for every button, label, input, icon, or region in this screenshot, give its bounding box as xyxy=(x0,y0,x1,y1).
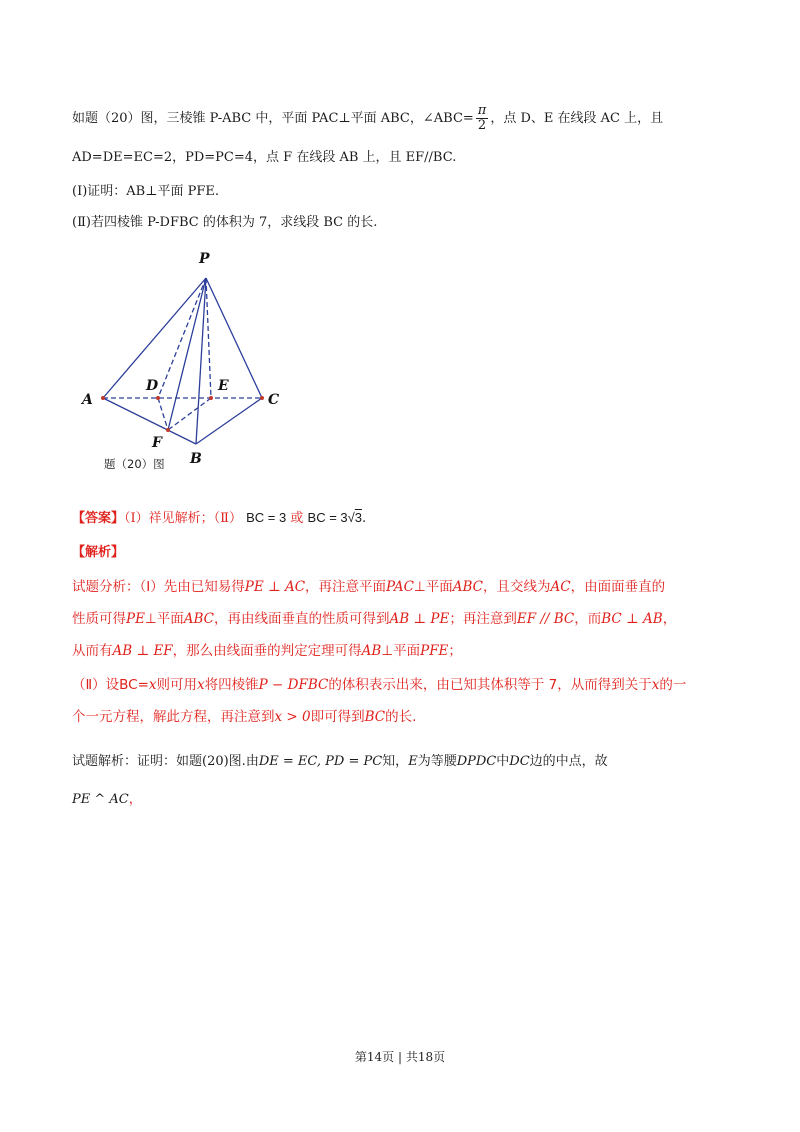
text: ， xyxy=(128,792,142,807)
question-line-2: AD=DE=EC=2，PD=PC=4，点 F 在线段 AB 上，且 EF//BC. xyxy=(72,150,457,165)
math: PE xyxy=(126,611,145,627)
point-F-dot xyxy=(166,428,170,432)
math: x > 0 xyxy=(274,709,311,725)
math: ABC xyxy=(183,611,214,627)
answer-or: 或 xyxy=(290,511,304,526)
label-E: E xyxy=(218,378,229,394)
math: PE ^ AC xyxy=(72,792,129,807)
edge-DF xyxy=(158,398,168,430)
text: ，且交线为 xyxy=(482,579,551,595)
answer-tag: 【答案】 xyxy=(72,511,125,526)
text: 的一 xyxy=(659,677,687,693)
text: ； xyxy=(448,643,462,659)
pyramid-figure xyxy=(72,240,302,472)
math: AB ⊥ EF xyxy=(112,643,173,659)
edge-PB xyxy=(196,278,206,444)
label-A: A xyxy=(82,392,93,408)
math: E xyxy=(408,754,418,769)
text: ⊥平面 xyxy=(144,611,184,627)
text: 的体积表示出来，由已知其体积等于 7，从而得到关于 xyxy=(328,677,652,693)
text: （Ⅱ）设BC= xyxy=(72,677,149,693)
text: ，而 xyxy=(574,611,602,627)
solution-line-1 xyxy=(72,750,608,769)
text: 性质可得 xyxy=(72,611,126,627)
math: P − DFBC xyxy=(258,677,329,693)
math: BC ⊥ AB xyxy=(601,611,663,627)
text: 即可得到 xyxy=(310,709,365,725)
answer-text: （Ⅰ）祥见解析；（Ⅱ） xyxy=(124,511,242,526)
angle-fraction xyxy=(476,104,489,133)
text: 知， xyxy=(382,754,409,769)
text: 将四棱锥 xyxy=(204,677,259,693)
text: 从而有 xyxy=(72,643,113,659)
edge-PD xyxy=(158,278,206,398)
analysis-line-4 xyxy=(72,673,686,693)
question-line-1 xyxy=(72,104,663,133)
point-D-dot xyxy=(156,396,160,400)
math: DE = EC, PD = PC xyxy=(258,754,383,769)
math: PE ⊥ AC xyxy=(244,579,306,595)
question-line-1-end: ，点 D、E 在线段 AC 上，且 xyxy=(490,111,664,126)
question-part-1: (Ⅰ)证明：AB⊥平面 PFE. xyxy=(72,184,219,199)
question-part-2: (Ⅱ)若四棱锥 P-DFBC 的体积为 7，求线段 BC 的长. xyxy=(72,215,378,230)
math: x xyxy=(197,677,205,693)
point-C-dot xyxy=(260,396,264,400)
fraction-numerator: π xyxy=(477,103,487,118)
analysis-line-5 xyxy=(72,705,416,725)
label-P: P xyxy=(199,251,210,267)
fraction-denominator: 2 xyxy=(477,118,487,133)
text: 试题解析：证明：如题(20)图.由 xyxy=(72,754,259,769)
text: ⊥平面 xyxy=(381,643,421,659)
page-footer: 第14页 | 共18页 xyxy=(354,1050,446,1064)
text: 个一元方程，解此方程，再注意到 xyxy=(72,709,275,725)
analysis-line-1 xyxy=(72,575,665,595)
edge-CB xyxy=(196,398,262,444)
text: 的长. xyxy=(385,709,417,725)
text: ，那么由线面垂的判定定理可得 xyxy=(172,643,362,659)
edge-AB xyxy=(103,398,196,444)
analysis-tag: 【解析】 xyxy=(72,545,125,560)
answer-value-2-coef: BC = 3 xyxy=(307,510,348,525)
math: BC xyxy=(364,709,386,725)
question-line-1-start: 如题（20）图，三棱锥 P-ABC 中，平面 PAC⊥平面 ABC，∠ABC= xyxy=(72,111,474,126)
math: x xyxy=(148,677,157,693)
text: 边的中点，故 xyxy=(529,754,608,769)
label-C: C xyxy=(268,392,280,408)
edge-PC xyxy=(206,278,262,398)
math: EF // BC xyxy=(516,611,575,627)
sqrt-radicand: 3 xyxy=(354,510,363,525)
text: ，再由线面垂直的性质可得到 xyxy=(213,611,390,627)
text: 试题分析：（Ⅰ）先由已知易得 xyxy=(72,579,245,595)
analysis-line-2 xyxy=(72,607,676,627)
text: 中 xyxy=(496,754,510,769)
label-F: F xyxy=(152,435,162,451)
analysis-line-3 xyxy=(72,639,462,659)
label-D: D xyxy=(146,378,159,394)
math: ABC xyxy=(452,579,483,595)
text: 为等腰 xyxy=(417,754,457,769)
math: AB ⊥ PE xyxy=(389,611,450,627)
math: PAC xyxy=(386,579,414,595)
math: AC xyxy=(550,579,571,595)
math: DC xyxy=(509,754,530,769)
answer-value-1: BC = 3 xyxy=(246,510,287,525)
text: ， xyxy=(662,611,677,627)
label-B: B xyxy=(190,451,202,467)
text: ；再注意到 xyxy=(449,611,517,627)
text: ，由面面垂直的 xyxy=(570,579,666,595)
figure-caption: 题（20）图 xyxy=(104,457,165,471)
solution-line-2 xyxy=(72,788,142,807)
text: ，再注意平面 xyxy=(305,579,387,595)
math: PFE xyxy=(420,643,449,659)
math: DPDC xyxy=(456,754,497,769)
sqrt-symbol: √ xyxy=(347,510,355,525)
math: AB xyxy=(361,643,382,659)
math: x xyxy=(651,677,660,693)
point-A-dot xyxy=(101,396,105,400)
answer-line xyxy=(72,507,366,526)
edge-PE xyxy=(206,278,211,398)
point-E-dot xyxy=(209,396,213,400)
answer-end: . xyxy=(362,511,367,526)
text: 则可用 xyxy=(156,677,198,693)
answer-value-2 xyxy=(308,510,362,525)
text: ⊥平面 xyxy=(413,579,453,595)
